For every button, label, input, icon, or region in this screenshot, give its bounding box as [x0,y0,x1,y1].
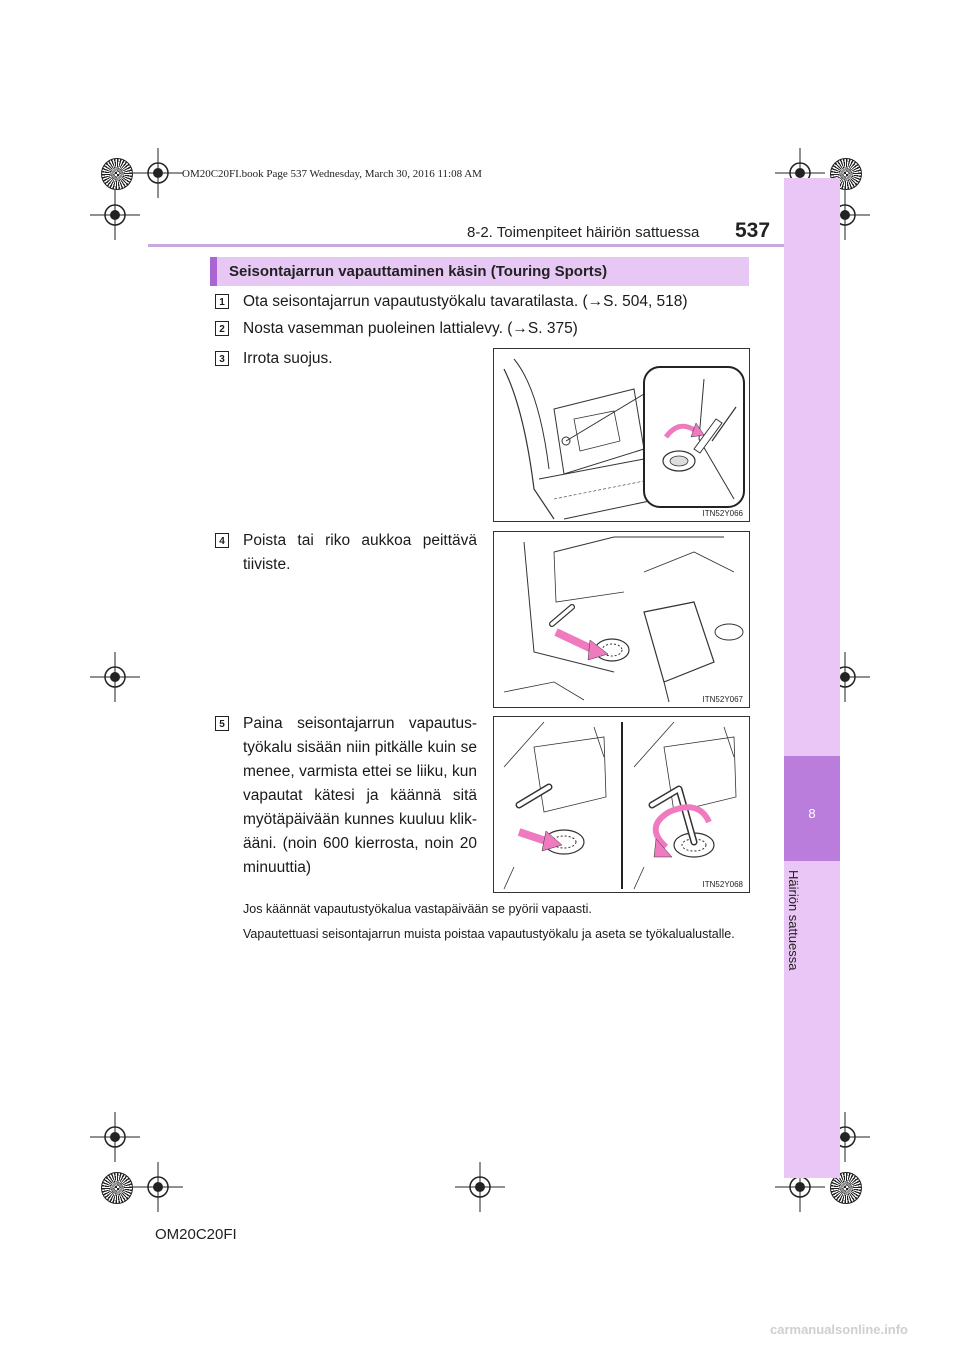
chapter-number: 8 [808,806,816,821]
section-title-bar [210,257,749,286]
release-tool-illustration [494,717,749,892]
figure-remove-seal [493,531,750,708]
registration-rosette-bottom-left [101,1172,133,1204]
chapter-tab [784,756,840,861]
book-info: OM20C20FI.book Page 537 Wednesday, March 30, 2016 11:08 AM [182,168,482,180]
crosshair-icon [90,1112,140,1162]
chapter-label: Häiriön sattuessa [786,870,801,971]
document-code: OM20C20FI [155,1226,237,1243]
watermark: carmanualsonline.info [770,1322,908,1337]
step-number: 1 [215,294,229,309]
step-number: 4 [215,533,229,548]
figure-code: ITN52Y068 [702,880,743,889]
step-text: Poista tai riko aukkoa peittävä tiiviste. [243,532,477,573]
floor-seal-illustration [494,532,749,707]
crosshair-icon [90,652,140,702]
step-number: 3 [215,351,229,366]
note-text: Jos käännät vapautustyökalua vastapäivään se pyörii vapaasti. [243,902,592,916]
page-number: 537 [735,219,771,242]
crosshair-icon [455,1162,505,1212]
crosshair-icon [133,1162,183,1212]
step-text: Ota seisontajarrun vapautustyökalu tavaratilasta. (→S. 504, 518) [243,293,688,310]
step-text: Irrota suojus. [243,350,333,367]
cargo-area-illustration [494,349,749,521]
crosshair-icon [90,190,140,240]
side-strip [784,178,840,1178]
section-title: Seisontajarrun vapauttaminen käsin (Touring Sports) [229,263,608,280]
note-text: Vapautettuasi seisontajarrun muista poistaa vapautustyökalu ja aseta se työkalualustalle. [243,927,735,941]
figure-code: ITN52Y067 [702,695,743,704]
registration-rosette-top-left [101,158,133,190]
step-number: 5 [215,716,229,731]
figure-remove-cover [493,348,750,522]
step-number: 2 [215,321,229,336]
step-text: Paina seisontajarrun vapautus-työkalu sisään niin pitkälle kuin se menee, varmista ettei se liiku, kun vapautat kätesi ja käännä sitä myötäpäivään kunnes kuuluu klik-ääni. (noin 600 kierrosta, noin 20 minuuttia) [243,715,477,876]
header-rule [148,244,784,247]
crosshair-icon [133,148,183,198]
step-text: Nosta vasemman puoleinen lattialevy. (→S. 375) [243,320,578,337]
header-section-title: 8-2. Toimenpiteet häiriön sattuessa [467,224,700,241]
figure-turn-tool [493,716,750,893]
figure-code: ITN52Y066 [702,509,743,518]
